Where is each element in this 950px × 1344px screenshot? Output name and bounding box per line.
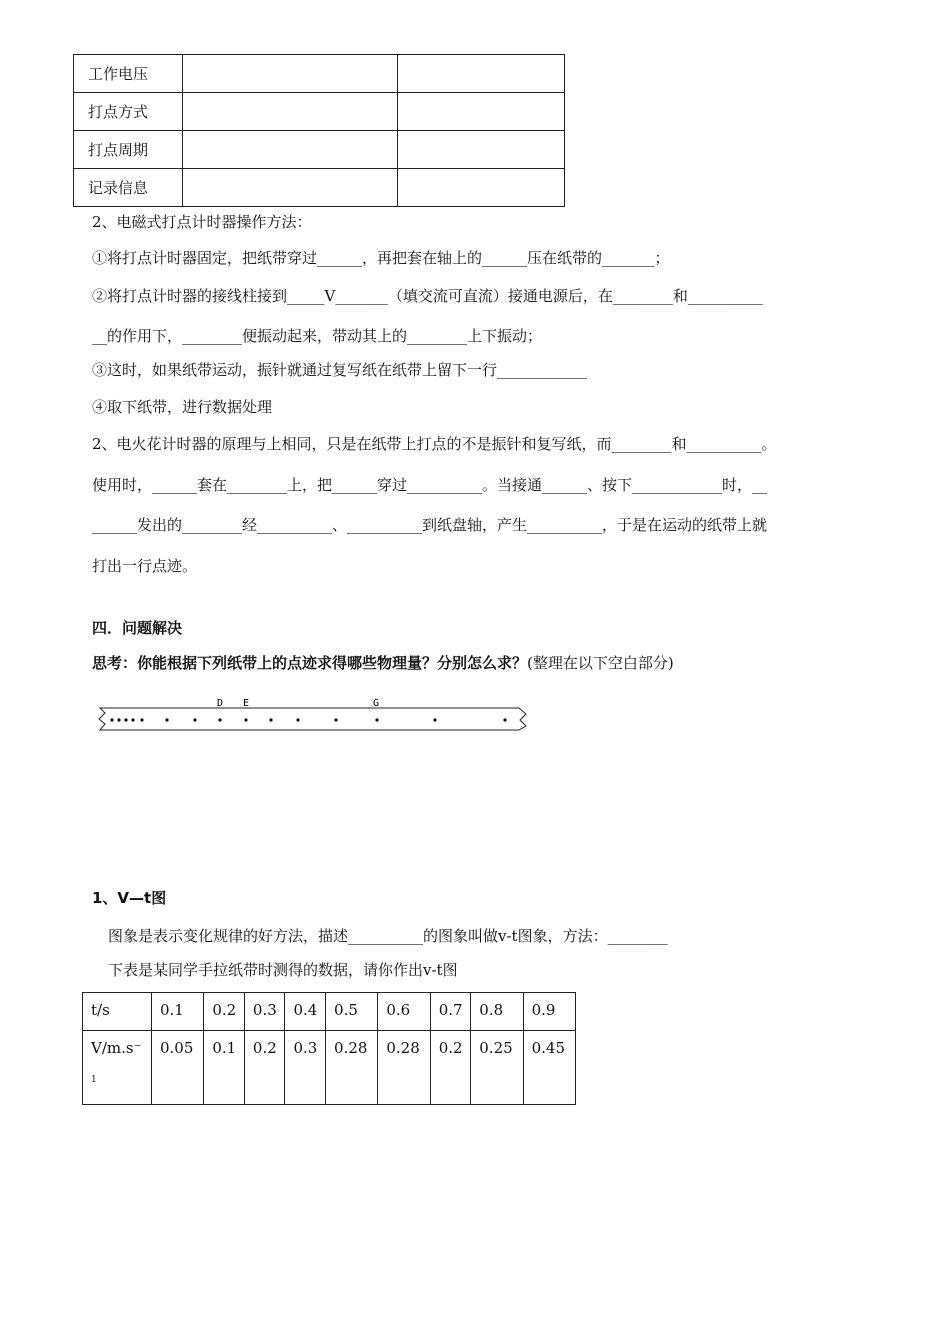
vt-description: 图象是表示变化规律的好方法，描述__________的图象叫做v-t图象，方法：________ [108,927,668,945]
table-cell [183,131,398,169]
spark-timer-usage: 使用时，______套在________上，把______穿过__________。当接通______、按下____________时，__ [92,476,768,494]
paper-tape-outline [99,708,526,730]
table-cell [183,55,398,93]
tape-dots [110,718,506,721]
table-cell [183,93,398,131]
paper-tape-figure [94,694,534,734]
tape-dot [218,718,221,721]
vt-instruction: 下表是某同学手拉纸带时测得的数据，请你作出v-t图 [108,961,458,979]
table-cell: 0.28 [326,1031,378,1105]
table-cell: 0.7 [430,993,471,1031]
think-question: 思考：你能根据下列纸带上的点迹求得哪些物理量？分别怎么求？ [92,654,528,672]
table-cell: 0.8 [471,993,523,1031]
velocity-unit: V/m.s⁻ [91,1039,142,1057]
tape-label-e: E [243,698,250,709]
think-note: (整理在以下空白部分) [527,654,674,672]
table-cell: 0.2 [204,993,245,1031]
tape-dot [165,718,168,721]
table-cell: 0.28 [378,1031,430,1105]
table-header-t: t/s [83,993,152,1031]
table-cell [183,169,398,207]
step-4: ④取下纸带，进行数据处理 [92,398,273,416]
tape-dot [124,718,127,721]
table-cell: 0.9 [523,993,575,1031]
think-prompt [92,653,674,673]
spark-timer-usage-end: 打出一行点迹。 [92,557,198,575]
table-cell: 0.05 [152,1031,204,1105]
tape-label-d: D [217,698,224,709]
table-row [74,55,565,93]
table-cell [398,131,565,169]
table-cell: 工作电压 [74,55,183,93]
timer-comparison-table [73,54,565,207]
step-1: ①将打点计时器固定，把纸带穿过______，再把套在轴上的______压在纸带的_______； [92,249,670,267]
tape-dot [244,718,247,721]
table-cell: 0.2 [430,1031,471,1105]
tape-dot [296,718,299,721]
tape-dot [375,718,378,721]
operation-heading: 2、电磁式打点计时器操作方法： [92,213,312,231]
table-cell: 0.1 [204,1031,245,1105]
table-row [83,993,576,1031]
table-cell [398,169,565,207]
table-cell: 0.4 [285,993,326,1031]
vt-heading: 1、V—t图 [92,889,167,907]
section-heading: 四．问题解决 [92,619,183,637]
table-cell: 0.45 [523,1031,575,1105]
step-3: ③这时，如果纸带运动，振针就通过复写纸在纸带上留下一行____________ [92,361,588,379]
tape-dot [117,718,120,721]
table-cell: 记录信息 [74,169,183,207]
table-cell: 0.2 [244,1031,285,1105]
tape-dot [269,718,272,721]
table-cell [398,55,565,93]
table-row [74,169,565,207]
step-2: ②将打点计时器的接线柱接到_____V_______（填交流可直流）接通电源后，在________和__________ [92,287,763,305]
tape-dot [334,718,337,721]
table-cell: 打点方式 [74,93,183,131]
table-row [74,131,565,169]
tape-dot [503,718,506,721]
spark-timer-text: 2、电火花计时器的原理与上相同，只是在纸带上打点的不是振针和复写纸，而________和__________。 [92,435,777,453]
table-cell: 打点周期 [74,131,183,169]
table-cell: 0.1 [152,993,204,1031]
table-cell [398,93,565,131]
tape-dot [110,718,113,721]
tape-label-g: G [373,698,380,709]
tape-dot [140,718,143,721]
spark-timer-usage-cont: ______发出的________经__________、__________到纸盘轴，产生__________，于是在运动的纸带上就 [92,516,768,534]
table-header-v [83,1031,152,1105]
table-cell: 0.5 [326,993,378,1031]
table-cell: 0.25 [471,1031,523,1105]
table-cell: 0.3 [285,1031,326,1105]
table-row [74,93,565,131]
velocity-data-table [82,992,576,1105]
table-row [83,1031,576,1105]
tape-dot [193,718,196,721]
tape-dot [131,718,134,721]
table-cell: 0.3 [244,993,285,1031]
step-2-cont: __的作用下，________便振动起来，带动其上的________上下振动； [92,327,543,345]
table-cell: 0.6 [378,993,430,1031]
tape-dot [433,718,436,721]
velocity-unit-exponent: 1 [91,1075,97,1085]
